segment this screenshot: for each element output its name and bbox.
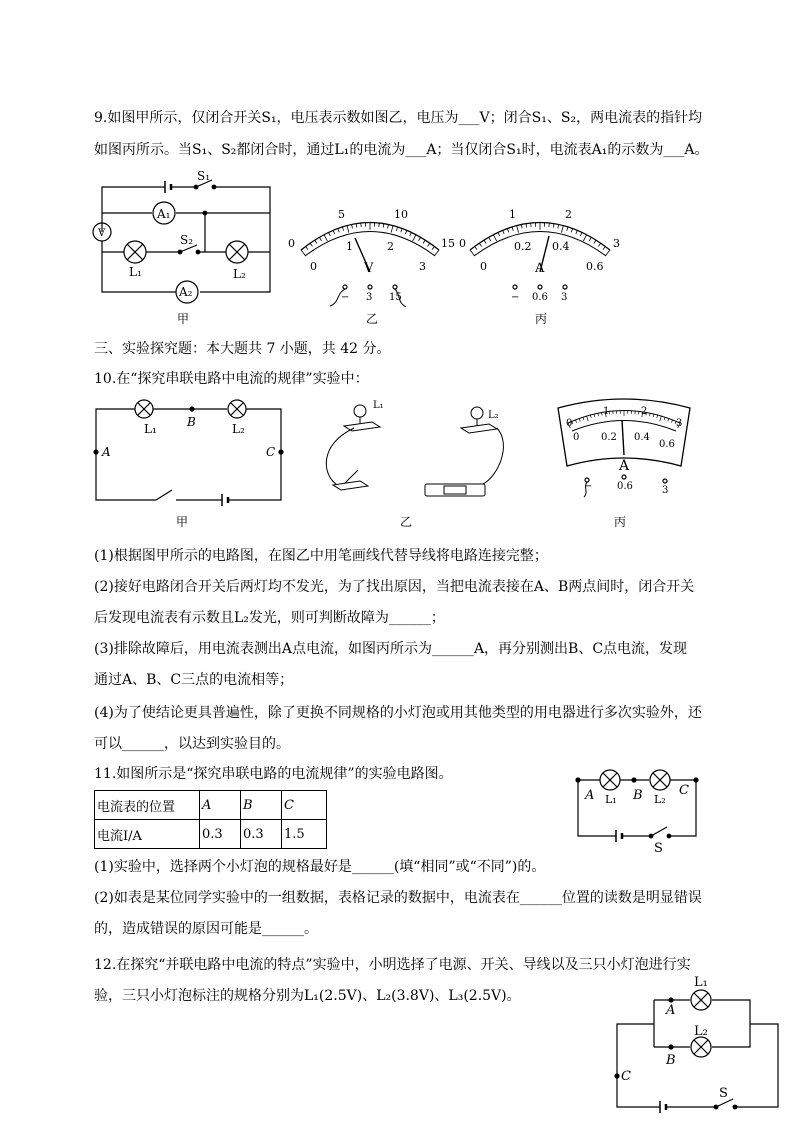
scale-tick xyxy=(338,228,339,232)
scale-tick xyxy=(660,416,662,421)
scale-tick xyxy=(405,230,407,234)
label-b: B xyxy=(633,788,643,803)
am2-terminal: 0.6 xyxy=(617,481,633,492)
scale-tick xyxy=(583,235,586,241)
scale-tick xyxy=(558,224,559,228)
am2-top-tick: 2 xyxy=(641,406,648,417)
q10-part-4a: (4)为了使结论更具普遍性，除了更换不同规格的小灯泡或用其他类型的用电器进行多次实验外，还 xyxy=(94,705,702,721)
label-a: A xyxy=(585,788,595,803)
scale-tick xyxy=(324,235,327,241)
label-a1: A₁ xyxy=(157,207,171,221)
am2-terminal: 3 xyxy=(662,485,669,496)
label-l1: L₁ xyxy=(144,422,157,436)
table-cell: 电流I/A xyxy=(95,820,200,849)
scale-tick xyxy=(587,416,589,421)
scale-tick xyxy=(428,243,430,246)
ammeter-needle xyxy=(622,420,624,455)
q10-physical-setup xyxy=(326,405,503,496)
label-l1: L₁ xyxy=(373,400,384,411)
scale-tick xyxy=(598,243,600,246)
q10-part-3a: (3)排除故障后，用电流表测出A点电流，如图丙所示为______A，再分别测出B、C点电流，发现 xyxy=(94,641,688,657)
scale-tick xyxy=(383,224,384,228)
scale-tick xyxy=(671,420,672,423)
scale-tick xyxy=(310,243,312,246)
scale-tick xyxy=(401,228,402,232)
scale-tick xyxy=(388,224,389,228)
scale-tick xyxy=(567,227,568,231)
scale-tick xyxy=(484,240,486,243)
scale-tick xyxy=(589,237,591,240)
table-cell: A xyxy=(200,791,241,820)
scale-tick xyxy=(606,250,610,256)
vm-terminal: 15 xyxy=(389,292,402,303)
q11-part-2b: 的，造成错误的原因可能是______。 xyxy=(94,921,318,937)
scale-tick xyxy=(315,240,317,243)
scale-tick xyxy=(391,226,393,233)
lamp-holder-l1 xyxy=(344,422,380,431)
q12-line1: 12.在探究“并联电路中电流的特点”实验中，小明选择了电源、开关、导线以及三只小灯泡进行实 xyxy=(94,957,691,973)
scale-tick xyxy=(489,237,491,240)
scale-tick xyxy=(342,227,343,231)
fig-label-bing: 丙 xyxy=(535,312,548,326)
lamp-l2-icon xyxy=(691,1037,711,1057)
scale-tick xyxy=(657,415,658,418)
label-b: B xyxy=(187,415,196,429)
vm-terminal: 3 xyxy=(366,292,373,303)
fig-label-jia: 甲 xyxy=(177,312,190,326)
ammeter-dial-q9 xyxy=(470,223,610,290)
label-c: C xyxy=(266,445,276,459)
scale-tick xyxy=(423,240,425,243)
am2-bottom-tick: 0 xyxy=(573,432,580,443)
scale-tick xyxy=(576,230,578,234)
scale-tick xyxy=(664,417,665,420)
scale-tick xyxy=(503,230,505,234)
lamp-l2-icon xyxy=(650,770,670,790)
am-top-tick: 1 xyxy=(509,208,516,221)
scale-tick xyxy=(479,243,481,246)
q10-part-3b: 通过A、B、C三点的电流相等； xyxy=(94,672,294,688)
lamp-l2-icon xyxy=(226,241,248,263)
q10-part-2a: (2)接好电路闭合开关后两灯均不发光，为了找出原因，当把电流表接在A、B两点间时，闭合开关 xyxy=(94,579,695,595)
scale-tick xyxy=(432,246,434,249)
am-bottom-tick: 0.2 xyxy=(514,240,532,253)
label-s: S xyxy=(654,841,663,856)
scale-tick xyxy=(594,414,595,417)
lamp-l1-icon xyxy=(124,241,146,263)
am2-bottom-tick: 0.6 xyxy=(659,439,675,450)
table-cell: B xyxy=(241,791,282,820)
scale-tick xyxy=(590,415,591,418)
vm-bottom-tick: 1 xyxy=(346,240,353,253)
scale-tick xyxy=(512,227,513,231)
label-c: C xyxy=(679,783,689,798)
scale-tick xyxy=(396,227,397,231)
am2-letter: A xyxy=(619,458,630,474)
scale-tick xyxy=(352,224,353,228)
scale-tick xyxy=(470,250,474,256)
am-bottom-tick: 0.4 xyxy=(552,240,570,253)
scale-tick xyxy=(575,420,576,423)
scale-tick xyxy=(347,226,349,233)
scale-tick xyxy=(413,235,416,241)
scale-tick xyxy=(435,250,439,256)
label-a2: A₂ xyxy=(179,285,193,299)
label-s: S xyxy=(719,1086,728,1101)
q10-part-1: (1)根据图甲所示的电路图，在图乙中用笔画线代替导线将电路连接完整； xyxy=(94,548,548,564)
scale-tick xyxy=(521,224,522,228)
label-v: V xyxy=(98,228,106,239)
lamp-l1-icon xyxy=(691,990,711,1010)
am-top-tick: 3 xyxy=(613,237,620,250)
am-terminal: 3 xyxy=(561,292,568,303)
q10-part-2b: 后发现电流表有示数且L₂发光，则可判断故障为______； xyxy=(94,610,445,626)
scale-tick xyxy=(475,246,477,249)
am2-top-tick: 0 xyxy=(566,418,573,429)
am-top-tick: 0 xyxy=(459,237,466,250)
vm-top-tick: 15 xyxy=(441,237,455,250)
table-cell: 0.3 xyxy=(241,820,282,849)
scale-tick xyxy=(329,232,331,236)
table-cell: 0.3 xyxy=(200,820,241,849)
am2-top-tick: 3 xyxy=(676,418,683,429)
am-letter: A xyxy=(535,261,545,276)
scale-tick xyxy=(594,240,596,243)
vm-top-tick: 5 xyxy=(338,208,345,221)
vm-bottom-tick: 0 xyxy=(310,260,317,273)
scale-tick xyxy=(517,226,519,233)
section-3-heading: 三、实验探究题：本大题共 7 小题，共 42 分。 xyxy=(94,341,391,357)
label-s2: S₂ xyxy=(180,233,194,247)
scale-tick xyxy=(668,419,669,422)
vm-letter: V xyxy=(364,261,374,276)
am-terminal: 0.6 xyxy=(532,292,548,303)
scale-tick xyxy=(333,230,335,234)
vm-bottom-tick: 3 xyxy=(419,260,426,273)
label-l2: L₂ xyxy=(654,793,666,806)
scale-tick xyxy=(410,232,412,236)
am2-bottom-tick: 0.4 xyxy=(634,432,650,443)
scale-tick xyxy=(498,232,500,236)
scale-tick xyxy=(507,228,508,232)
q10-part-4b: 可以______，以达到实验目的。 xyxy=(94,736,290,752)
am-terminal: − xyxy=(511,292,520,303)
scale-tick xyxy=(583,417,584,420)
q11-part-1: (1)实验中，选择两个小灯泡的规格最好是______(填“相同”或“不同”)的。 xyxy=(94,859,546,875)
lamp-l1-icon xyxy=(135,400,153,418)
label-l1: L₁ xyxy=(129,265,142,279)
scale-tick xyxy=(571,228,572,232)
scale-tick xyxy=(356,224,357,228)
scale-tick xyxy=(603,246,605,249)
scale-tick xyxy=(306,246,308,249)
q12-line2: 验，三只小灯泡标注的规格分别为L₁(2.5V)、L₂(3.8V)、L₃(2.5V)。 xyxy=(94,988,521,1004)
scale-tick xyxy=(650,413,651,416)
label-s1: S₁ xyxy=(197,169,211,183)
q12-circuit-diagram xyxy=(615,990,778,1113)
q9-line1: 9.如图甲所示，仅闭合开关S₁，电压表示数如图乙，电压为___V；闭合S₁、S₂，两电流表的指针均 xyxy=(94,110,703,126)
vm-top-tick: 10 xyxy=(394,208,408,221)
table-cell: 电流表的位置 xyxy=(95,791,200,820)
fig-label-yi: 乙 xyxy=(400,515,413,529)
scale-tick xyxy=(562,226,564,233)
am-top-tick: 2 xyxy=(565,208,572,221)
label-l1: L₁ xyxy=(694,975,708,990)
lamp-l2-icon xyxy=(228,400,246,418)
q9-line2: 如图丙所示。当S₁、S₂都闭合时，通过L₁的电流为___A；当仅闭合S₁时，电流表A₁的示数为___A。 xyxy=(94,142,709,158)
scale-tick xyxy=(319,237,321,240)
lamp-l1-icon xyxy=(600,770,620,790)
label-l2: L₂ xyxy=(232,422,245,436)
fig-label-yi: 乙 xyxy=(366,312,379,326)
q10-intro: 10.在“探究串联电路中电流的规律”实验中： xyxy=(94,371,369,387)
scale-tick xyxy=(493,235,496,241)
vm-bottom-tick: 2 xyxy=(387,240,394,253)
am-bottom-tick: 0.6 xyxy=(586,260,604,273)
label-a: A xyxy=(102,445,111,459)
scale-tick xyxy=(653,414,654,417)
am-bottom-tick: 0 xyxy=(480,260,487,273)
scale-tick xyxy=(598,413,599,416)
scale-tick xyxy=(301,250,305,256)
q11-intro: 11.如图所示是“探究串联电路的电流规律”的实验电路图。 xyxy=(94,766,453,782)
scale-tick xyxy=(580,232,582,236)
fig-label-bing: 丙 xyxy=(614,515,627,529)
am2-top-tick: 1 xyxy=(603,406,610,417)
table-cell: 1.5 xyxy=(282,820,327,849)
scale-tick xyxy=(419,237,421,240)
table-cell: C xyxy=(282,791,327,820)
am2-bottom-tick: 0.2 xyxy=(601,432,617,443)
scale-tick xyxy=(579,419,580,422)
label-l1: L₁ xyxy=(605,793,617,806)
label-c: C xyxy=(621,1069,631,1084)
label-a: A xyxy=(666,1003,676,1018)
lamp-holder-l2 xyxy=(461,424,497,433)
q11-circuit-diagram xyxy=(576,770,698,842)
q11-part-2a: (2)如表是某位同学实验中的一组数据，表格记录的数据中，电流表在______位置的读数是明显错误 xyxy=(94,890,702,906)
am2-terminal: − xyxy=(584,481,593,492)
label-l2: L₂ xyxy=(694,1024,708,1039)
label-b: B xyxy=(666,1053,676,1068)
vm-top-tick: 0 xyxy=(288,237,295,250)
vm-terminal: − xyxy=(341,292,350,303)
label-l2: L₂ xyxy=(488,410,499,421)
fig-label-jia: 甲 xyxy=(176,515,189,529)
switch-icon xyxy=(333,481,368,490)
label-l2: L₂ xyxy=(233,267,246,281)
